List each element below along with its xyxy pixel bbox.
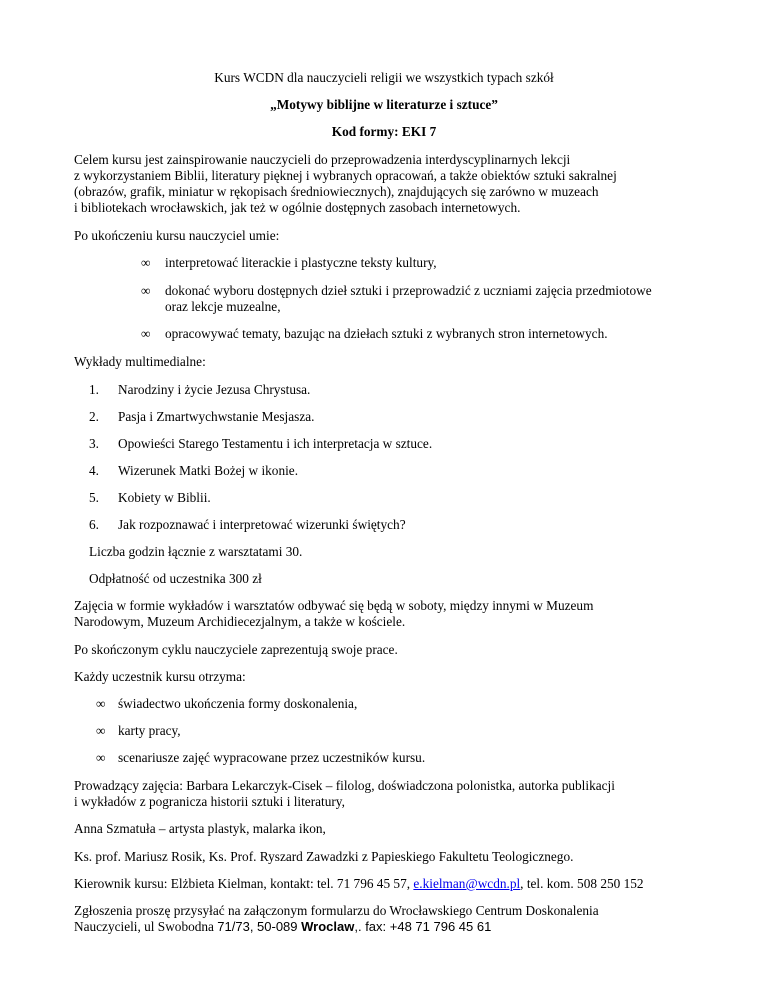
intro-line: Celem kursu jest zainspirowanie nauczycieli do przeprowadzenia interdyscyplinarnych lekcji xyxy=(74,152,571,167)
bullet-icon: ∞ xyxy=(96,750,106,765)
skill-item: opracowywać tematy, bazując na dziełach sztuki z wybranych stron internetowych. xyxy=(165,326,608,341)
email-link[interactable]: e.kielman@wcdn.pl xyxy=(413,876,521,891)
address-city: Wroclaw xyxy=(301,919,355,934)
lecture-item: Opowieści Starego Testamentu i ich interpretacja w sztuce. xyxy=(118,436,433,451)
bullet-icon: ∞ xyxy=(141,326,151,341)
application-line xyxy=(74,919,491,936)
lectures-heading: Wykłady multimedialne: xyxy=(74,354,206,369)
hours-text: Liczba godzin łącznie z warsztatami 30. xyxy=(89,544,303,559)
course-title: „Motywy biblijne w literaturze i sztuce” xyxy=(270,97,498,112)
skill-item: dokonać wyboru dostępnych dzieł sztuki i przeprowadzić z uczniami zajęcia przedmiotowe xyxy=(165,283,652,298)
receive-item: świadectwo ukończenia formy doskonalenia, xyxy=(118,696,358,711)
lecturer-line: Ks. prof. Mariusz Rosik, Ks. Prof. Ryszard Zawadzki z Papieskiego Fakultetu Teologicznego. xyxy=(74,849,574,864)
list-number: 5. xyxy=(89,490,99,505)
lecture-item: Jak rozpoznawać i interpretować wizerunki świętych? xyxy=(118,517,406,532)
contact-prefix: Kierownik kursu: Elżbieta Kielman, kontakt: tel. 71 796 45 57, xyxy=(74,876,414,891)
skills-heading: Po ukończeniu kursu nauczyciel umie: xyxy=(74,228,280,243)
lecture-item: Wizerunek Matki Bożej w ikonie. xyxy=(118,463,299,478)
fee-text: Odpłatność od uczestnika 300 zł xyxy=(89,571,262,586)
course-code: Kod formy: EKI 7 xyxy=(331,124,437,139)
address-street: Nauczycieli, ul Swobodna xyxy=(74,919,218,934)
location-line: Zajęcia w formie wykładów i warsztatów odbywać się będą w soboty, między innymi w Muzeum xyxy=(74,598,594,613)
skill-item: interpretować literackie i plastyczne teksty kultury, xyxy=(165,255,437,270)
receive-item: scenariusze zajęć wypracowane przez uczestników kursu. xyxy=(118,750,426,765)
lecturers-line: i wykładów z pogranicza historii sztuki i literatury, xyxy=(74,794,345,809)
lecturers-line: Prowadzący zajęcia: Barbara Lekarczyk-Cisek – filolog, doświadczona polonistka, autorka publikacji xyxy=(74,778,615,793)
intro-line: i bibliotekach wrocławskich, jak też w ogólnie dostępnych zasobach internetowych. xyxy=(74,200,521,215)
contact-line xyxy=(74,876,644,893)
intro-line: (obrazów, grafik, miniatur w rękopisach średniowiecznych), znajdujących się zarówno w muzeach xyxy=(74,184,599,199)
bullet-icon: ∞ xyxy=(96,723,106,738)
bullet-icon: ∞ xyxy=(96,696,106,711)
bullet-icon: ∞ xyxy=(141,255,151,270)
list-number: 6. xyxy=(89,517,99,532)
receive-item: karty pracy, xyxy=(118,723,181,738)
skill-item-continued: oraz lekcje muzealne, xyxy=(165,299,281,314)
bullet-icon: ∞ xyxy=(141,283,151,298)
address-fax: ,. fax: +48 71 796 45 61 xyxy=(354,919,492,934)
course-line: Kurs WCDN dla nauczycieli religii we wszystkich typach szkół xyxy=(214,70,554,85)
lecture-item: Pasja i Zmartwychwstanie Mesjasza. xyxy=(118,409,315,424)
intro-line: z wykorzystaniem Biblii, literatury pięknej i wybranych opracowań, a także obiektów sztuki sakralnej xyxy=(74,168,617,183)
lecture-item: Narodziny i życie Jezusa Chrystusa. xyxy=(118,382,311,397)
receives-heading: Każdy uczestnik kursu otrzyma: xyxy=(74,669,246,684)
list-number: 4. xyxy=(89,463,99,478)
list-number: 3. xyxy=(89,436,99,451)
presentation-text: Po skończonym cyklu nauczyciele zaprezentują swoje prace. xyxy=(74,642,398,657)
address-number: 71/73, 50-089 xyxy=(217,919,302,934)
list-number: 1. xyxy=(89,382,99,397)
lecture-item: Kobiety w Biblii. xyxy=(118,490,211,505)
location-line: Narodowym, Muzeum Archidiecezjalnym, a także w kościele. xyxy=(74,614,406,629)
contact-suffix: , tel. kom. 508 250 152 xyxy=(520,876,644,891)
lecturer-line: Anna Szmatuła – artysta plastyk, malarka ikon, xyxy=(74,821,326,836)
list-number: 2. xyxy=(89,409,99,424)
application-line: Zgłoszenia proszę przysyłać na załączonym formularzu do Wrocławskiego Centrum Doskonalenia xyxy=(74,903,599,918)
